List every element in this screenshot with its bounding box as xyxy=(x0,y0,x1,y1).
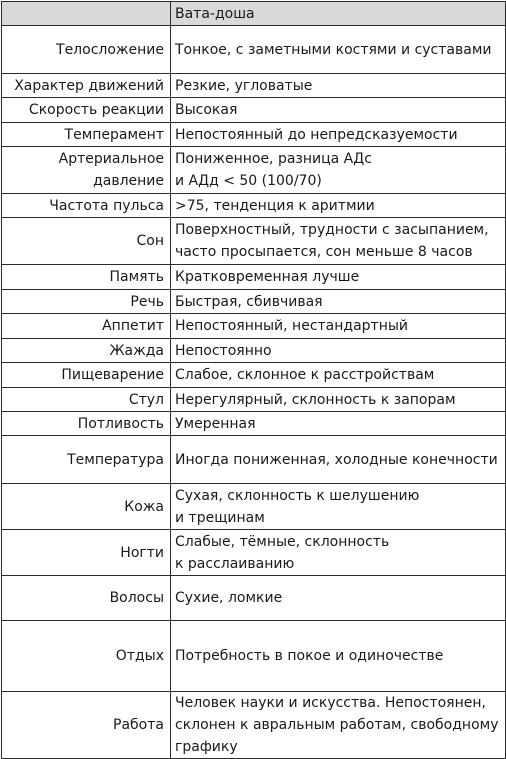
row-label-cell xyxy=(2,484,171,530)
row-value-line: Слабое, склонное к расстройствам xyxy=(175,367,435,383)
row-value-line: часто просыпается, сон меньше 8 часов xyxy=(175,244,473,260)
row-value-line: Непостоянный до непредсказуемости xyxy=(175,126,458,143)
row-value-line: Нерегулярный, склонность к запорам xyxy=(175,391,456,408)
row-value-line: Потребность в покое и одиночестве xyxy=(175,648,444,664)
row-value-line: графику xyxy=(175,739,238,755)
row-value-line: Сухая, склонность к шелушению xyxy=(175,487,420,504)
row-label-cell xyxy=(2,576,171,621)
row-value-cell xyxy=(171,123,506,147)
row-label-cell xyxy=(2,290,171,314)
row-label-line: Телосложение xyxy=(56,41,164,58)
table-row xyxy=(2,412,506,436)
row-label-cell xyxy=(2,123,171,147)
row-value-cell xyxy=(171,530,506,576)
row-label-cell xyxy=(2,388,171,412)
row-value-line: и АДд < 50 (100/70) xyxy=(175,173,322,189)
row-label-cell xyxy=(2,363,171,388)
table-row xyxy=(2,621,506,692)
row-label-line: Аппетит xyxy=(102,318,164,334)
row-value-line: Поверхностный, трудности с засыпанием, xyxy=(175,222,489,238)
row-value-cell xyxy=(171,692,506,759)
row-value-line: Высокая xyxy=(175,102,238,118)
row-value-line: Слабые, тёмные, склонность xyxy=(175,533,390,550)
row-label-line: Работа xyxy=(113,717,164,733)
row-value-cell xyxy=(171,388,506,412)
row-label-cell xyxy=(2,98,171,123)
table-body xyxy=(2,2,506,759)
row-value-line: и трещинам xyxy=(175,509,265,526)
table-row xyxy=(2,339,506,363)
table-row xyxy=(2,314,506,339)
table-row xyxy=(2,74,506,98)
row-value-cell xyxy=(171,74,506,98)
row-value-line: Пониженное, разница АДс xyxy=(175,151,372,167)
row-value-cell xyxy=(171,484,506,530)
row-value-line: к расслаиванию xyxy=(175,555,295,572)
row-label-cell xyxy=(2,26,171,74)
table-row xyxy=(2,290,506,314)
row-label-line: Артериальное xyxy=(58,151,164,167)
table-row xyxy=(2,530,506,576)
row-label-cell xyxy=(2,339,171,363)
row-value-line: Быстрая, сбивчивая xyxy=(175,293,323,310)
table-row xyxy=(2,98,506,123)
row-value-line: >75, тенденция к аритмии xyxy=(175,197,375,214)
row-label-cell xyxy=(2,692,171,759)
row-label-line: Сон xyxy=(136,233,164,249)
row-label-cell xyxy=(2,147,171,194)
table-row xyxy=(2,123,506,147)
row-label-cell xyxy=(2,218,171,265)
table-row xyxy=(2,388,506,412)
row-value-line: Человек науки и искусства. Непостоянен, xyxy=(175,695,486,711)
row-label-line: Волосы xyxy=(109,590,164,606)
table-header-row xyxy=(2,2,506,26)
row-label-line: Потливость xyxy=(77,415,164,432)
row-value-cell xyxy=(171,412,506,436)
row-label-cell xyxy=(2,74,171,98)
row-value-cell xyxy=(171,621,506,692)
row-label-line: Характер движений xyxy=(14,77,164,94)
row-label-cell xyxy=(2,314,171,339)
row-value-cell xyxy=(171,576,506,621)
table-row xyxy=(2,194,506,218)
table-row xyxy=(2,576,506,621)
table-row xyxy=(2,692,506,759)
table-row xyxy=(2,147,506,194)
row-value-cell xyxy=(171,218,506,265)
row-label-line: Пищеварение xyxy=(61,367,164,383)
header-label-cell xyxy=(2,2,171,26)
table-row xyxy=(2,484,506,530)
row-label-cell xyxy=(2,621,171,692)
row-label-line: Скорость реакции xyxy=(28,102,164,118)
row-value-cell xyxy=(171,26,506,74)
row-value-line: склонен к авральным работам, свободному xyxy=(175,717,499,733)
dosha-characteristics-table xyxy=(1,1,506,759)
row-value-cell xyxy=(171,98,506,123)
row-label-line: давление xyxy=(93,173,164,189)
row-label-line: Стул xyxy=(128,391,164,408)
row-value-line: Непостоянно xyxy=(175,342,272,359)
row-label-cell xyxy=(2,412,171,436)
row-label-line: Отдых xyxy=(115,648,164,664)
table-row xyxy=(2,265,506,290)
row-value-line: Тонкое, с заметными костями и суставами xyxy=(175,41,492,58)
row-value-cell xyxy=(171,290,506,314)
row-value-line: Кратковременная лучше xyxy=(175,269,360,285)
row-value-line: Непостоянный, нестандартный xyxy=(175,318,409,334)
row-label-line: Температура xyxy=(67,451,164,468)
row-value-cell xyxy=(171,147,506,194)
row-label-cell xyxy=(2,530,171,576)
row-label-line: Жажда xyxy=(109,342,164,359)
row-label-cell xyxy=(2,265,171,290)
row-value-line: Резкие, угловатые xyxy=(175,77,313,94)
table-row xyxy=(2,26,506,74)
row-value-line: Иногда пониженная, холодные конечности xyxy=(175,451,498,468)
row-value-cell xyxy=(171,436,506,484)
table-row xyxy=(2,363,506,388)
row-value-cell xyxy=(171,314,506,339)
row-label-cell xyxy=(2,436,171,484)
row-value-cell xyxy=(171,265,506,290)
row-value-line: Умеренная xyxy=(175,415,256,432)
table-row xyxy=(2,436,506,484)
header-value-cell: Вата-доша xyxy=(171,2,506,26)
row-label-line: Кожа xyxy=(124,498,164,515)
row-label-line: Темперамент xyxy=(64,126,164,143)
row-label-line: Ногти xyxy=(120,544,164,561)
row-value-line: Сухие, ломкие xyxy=(175,590,283,606)
row-label-line: Память xyxy=(109,269,164,285)
table-row xyxy=(2,218,506,265)
row-value-cell xyxy=(171,194,506,218)
row-label-line: Частота пульса xyxy=(49,197,164,214)
row-label-line: Речь xyxy=(130,293,164,310)
row-label-cell xyxy=(2,194,171,218)
row-value-cell xyxy=(171,339,506,363)
row-value-cell xyxy=(171,363,506,388)
